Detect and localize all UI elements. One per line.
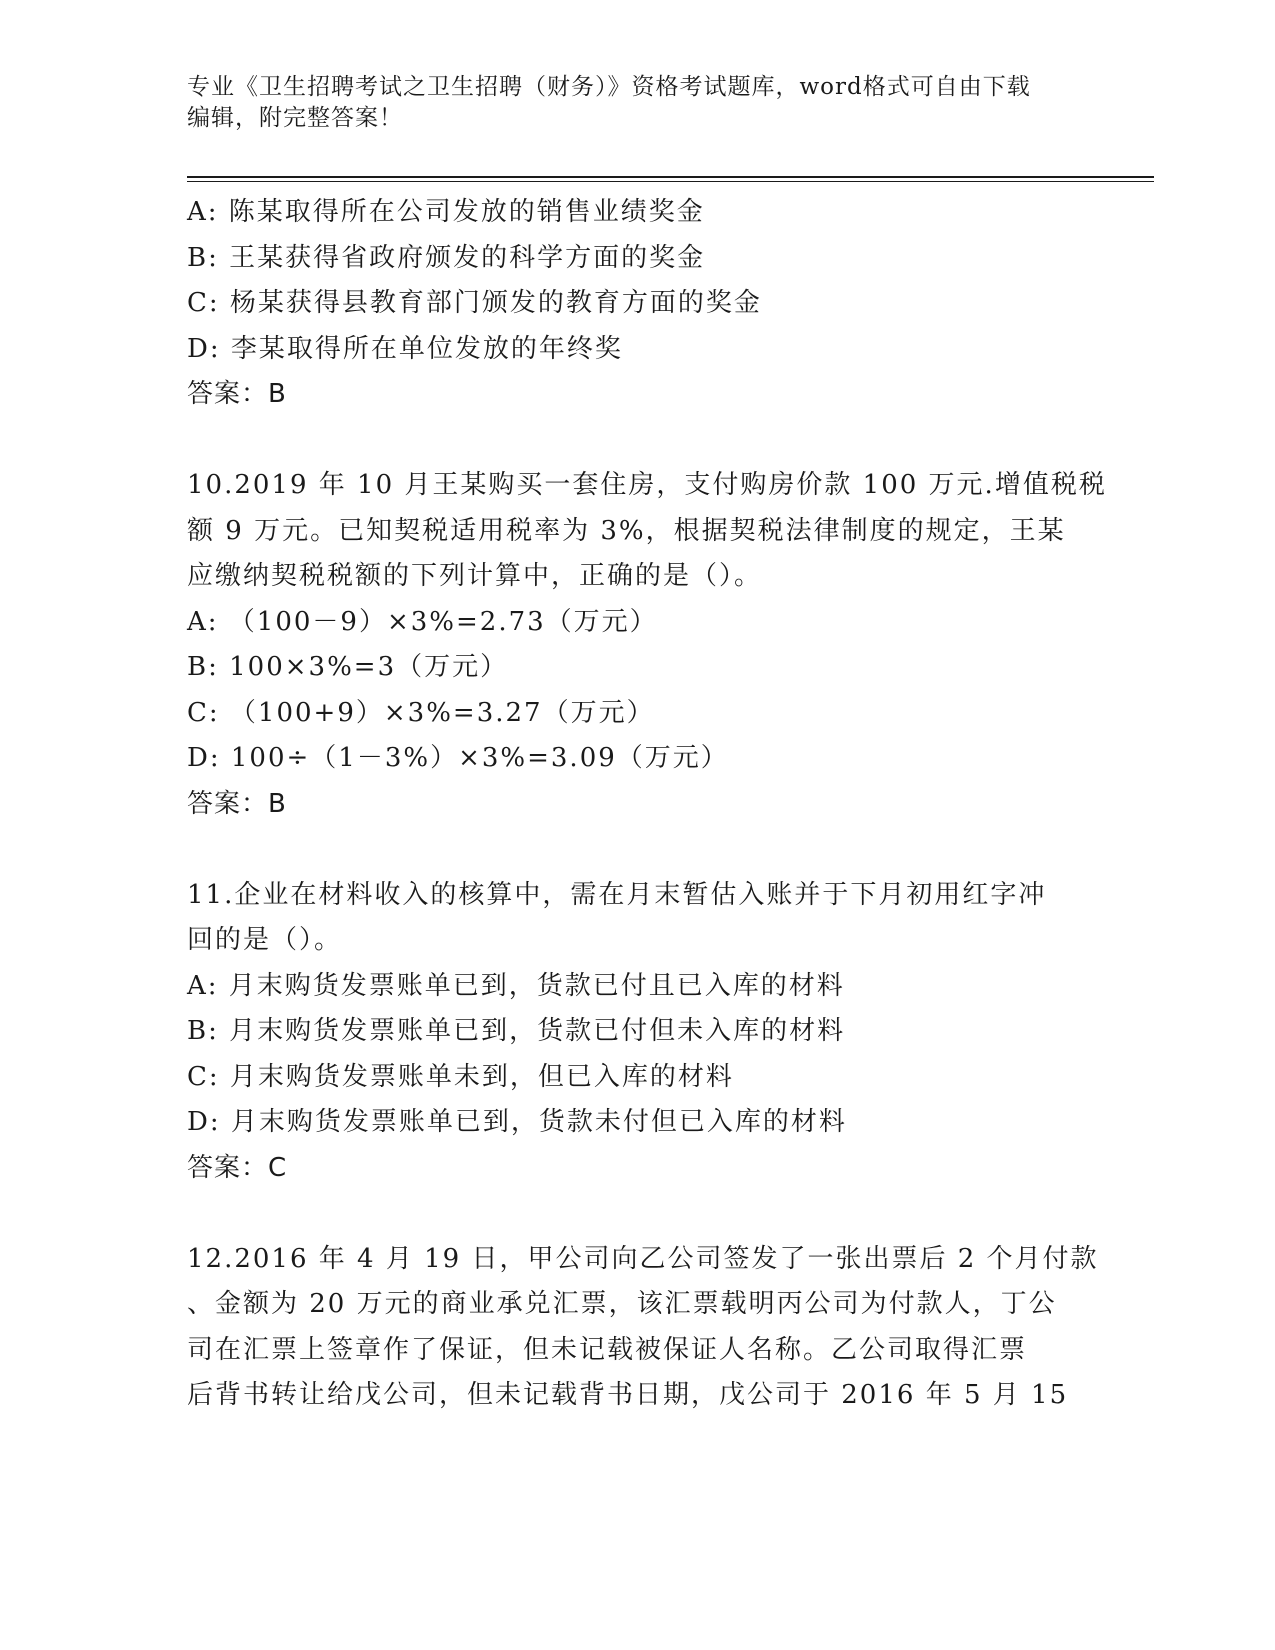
option-b: B: 王某获得省政府颁发的科学方面的奖金 — [187, 242, 706, 273]
header-line-1: 专业《卫生招聘考试之卫生招聘（财务）》资格考试题库，word格式可自由下载 — [187, 74, 1031, 100]
header-divider-thick — [187, 176, 1154, 178]
question-stem-line: 回的是（）。 — [187, 925, 343, 955]
option-d: D: 月末购货发票账单已到，货款未付但已入库的材料 — [187, 1107, 847, 1137]
spacer — [187, 1191, 1087, 1237]
question-stem-line: 额 9 万元。已知契税适用税率为 3%，根据契税法律制度的规定，王某 — [187, 515, 1066, 546]
header-line-2: 编辑，附完整答案！ — [187, 105, 403, 131]
option-b: B: 月末购货发票账单已到，货款已付但未入库的材料 — [187, 1016, 846, 1046]
question-stem-line: 、金额为 20 万元的商业承兑汇票，该汇票载明丙公司为付款人，丁公 — [187, 1289, 1057, 1319]
question-stem-line: 后背书转让给戊公司，但未记载背书日期，戊公司于 2016 年 5 月 15 — [187, 1380, 1069, 1410]
header-divider-thin — [187, 181, 1154, 182]
option-c: C: 月末购货发票账单未到，但已入库的材料 — [187, 1061, 734, 1092]
option-a: A: 陈某取得所在公司发放的销售业绩奖金 — [187, 197, 705, 227]
question-stem-line: 10.2019 年 10 月王某购买一套住房，支付购房价款 100 万元.增值税税 — [187, 470, 1107, 500]
spacer — [187, 418, 1087, 464]
question-12 — [187, 1237, 1099, 1419]
document-header — [187, 72, 1067, 134]
answer: 答案：B — [187, 788, 287, 819]
option-d: D: 100÷（1－3%）×3%=3.09（万元） — [187, 743, 729, 773]
option-a: A: 月末购货发票账单已到，货款已付且已入库的材料 — [187, 970, 845, 1001]
spacer — [187, 827, 1087, 873]
question-stem-line: 11.企业在材料收入的核算中，需在月末暂估入账并于下月初用红字冲 — [187, 879, 1047, 910]
answer: 答案：B — [187, 379, 287, 409]
question-list — [187, 190, 1107, 1419]
option-a: A: （100－9）×3%=2.73（万元） — [187, 606, 658, 637]
question-stem-line: 司在汇票上签章作了保证，但未记载被保证人名称。乙公司取得汇票 — [187, 1334, 1028, 1365]
question-stem-line: 12.2016 年 4 月 19 日，甲公司向乙公司签发了一张出票后 2 个月付款 — [187, 1243, 1099, 1274]
option-b: B: 100×3%=3（万元） — [187, 652, 509, 682]
question-11 — [187, 873, 1087, 1192]
option-c: C: 杨某获得县教育部门颁发的教育方面的奖金 — [187, 288, 762, 318]
option-c: C: （100+9）×3%=3.27（万元） — [187, 697, 655, 728]
answer: 答案：C — [187, 1152, 288, 1183]
question-10 — [187, 463, 1107, 827]
option-d: D: 李某取得所在单位发放的年终奖 — [187, 333, 623, 364]
question-9 — [187, 190, 1087, 418]
question-stem-line: 应缴纳契税税额的下列计算中，正确的是（）。 — [187, 561, 763, 591]
